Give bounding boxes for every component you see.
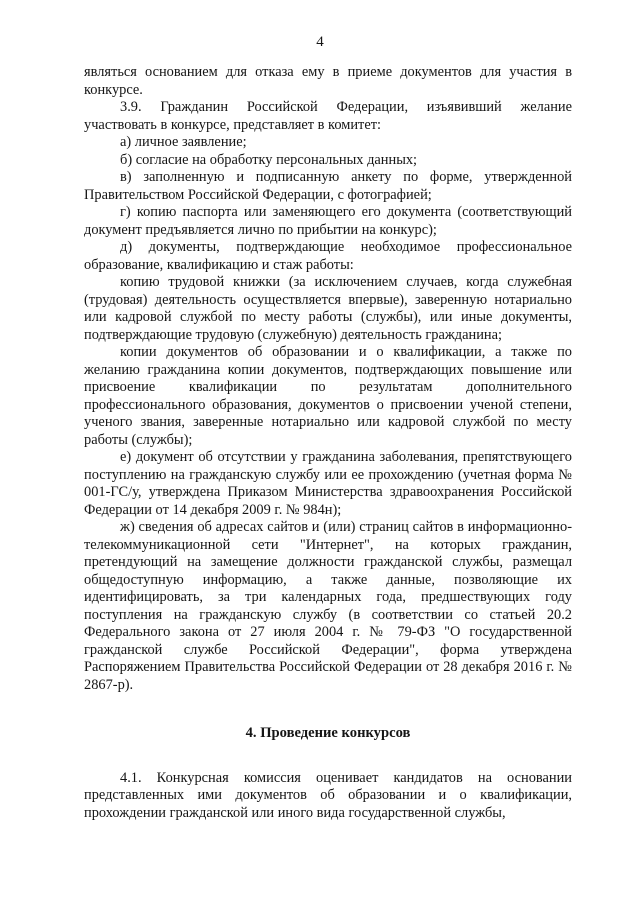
- paragraph: в) заполненную и подписанную анкету по форме, утвержденной Правительством Российской Федерации, с фотографией;: [84, 169, 572, 203]
- paragraphs-before-heading: [84, 64, 572, 694]
- paragraph: ж) сведения об адресах сайтов и (или) страниц сайтов в информационно-телекоммуникационной сети "Интернет", на которых гражданин, претендующий на замещение должности гражданской службы, размещал общедоступную информацию, а также данные, позволяющие их идентифицировать, за три календарных года, предшествующих году поступления на гражданскую службу (в соответствии со статьей 20.2 Федерального закона от 27 июля 2004 г. № 79-ФЗ "О государственной гражданской службе Российской Федерации", форма утверждена Распоряжением Правительства Российской Федерации от 28 декабря 2016 г. № 2867-р).: [84, 519, 572, 693]
- paragraph: копии документов об образовании и о квалификации, а также по желанию гражданина копии документов, подтверждающих повышение или присвоение квалификации по результатам дополнительного профессионального образования, документов о присвоении ученой степени, ученого звания, заверенные нотариально или кадровой службой по месту работы (службы);: [84, 344, 572, 448]
- paragraph: 4.1. Конкурсная комиссия оценивает кандидатов на основании представленных ими документов об образовании и о квалификации, прохождении гражданской или иного вида государственной службы,: [84, 769, 572, 821]
- page-number: 4: [316, 34, 324, 50]
- paragraph: б) согласие на обработку персональных данных;: [120, 151, 418, 168]
- paragraphs-after-heading: [84, 770, 572, 823]
- paragraph: копию трудовой книжки (за исключением случаев, когда служебная (трудовая) деятельность осуществляется впервые), заверенную нотариально или кадровой службой по месту работы (службы), или иные документы, подтверждающие трудовую (служебную) деятельность гражданина;: [84, 274, 572, 343]
- paragraph: е) документ об отсутствии у гражданина заболевания, препятствующего поступлению на гражданскую службу или ее прохождению (учетная форма № 001-ГС/у, утверждена Приказом Министерства здравоохранения Российской Федерации от 14 декабря 2009 г. № 984н);: [84, 449, 572, 518]
- paragraph: являться основанием для отказа ему в приеме документов для участия в конкурсе.: [84, 64, 572, 98]
- paragraph: а) личное заявление;: [120, 134, 247, 150]
- paragraph: 3.9. Гражданин Российской Федерации, изъявивший желание участвовать в конкурсе, представляет в комитет:: [84, 99, 572, 133]
- paragraph: д) документы, подтверждающие необходимое профессиональное образование, квалификацию и стаж работы:: [84, 239, 572, 273]
- section-heading: 4. Проведение конкурсов: [245, 725, 411, 741]
- paragraph: г) копию паспорта или заменяющего его документа (соответствующий документ предъявляется лично по прибытии на конкурс);: [84, 204, 572, 238]
- document-body: [84, 64, 572, 822]
